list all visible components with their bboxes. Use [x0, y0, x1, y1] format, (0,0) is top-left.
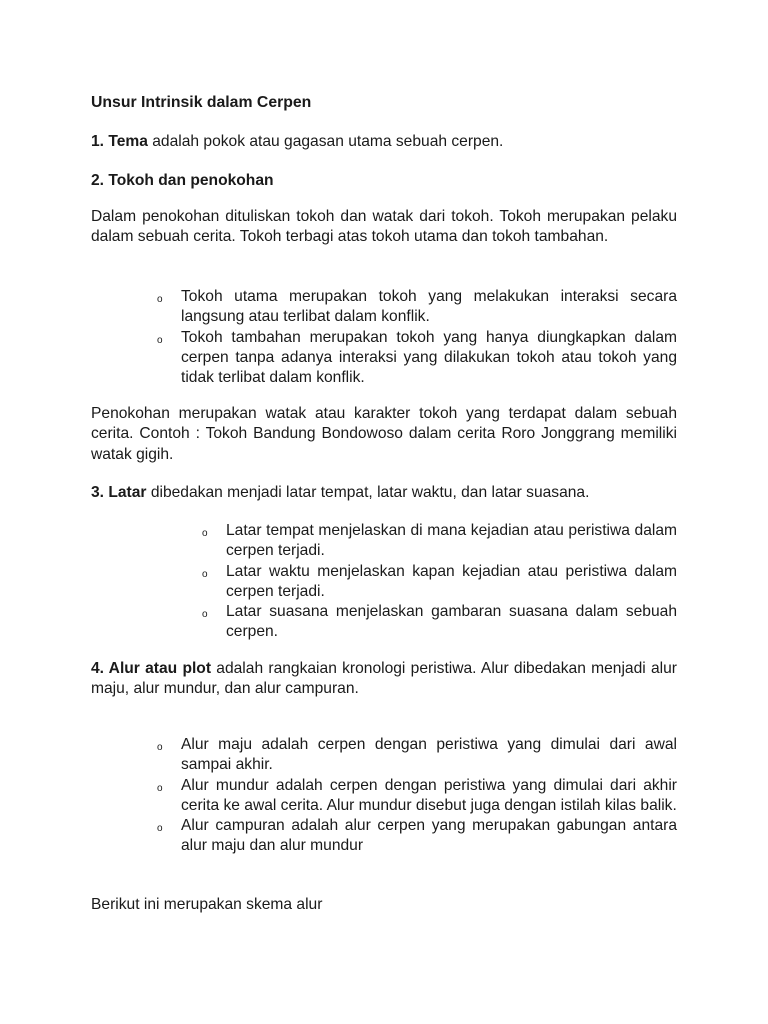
document-title: Unsur Intrinsik dalam Cerpen — [91, 94, 312, 111]
latar-text: dibedakan menjadi latar tempat, latar waktu, dan latar suasana. — [146, 484, 590, 501]
tokoh-heading: 2. Tokoh dan penokohan — [91, 172, 274, 189]
list-item — [157, 816, 677, 857]
latar-lead: 3. Latar — [91, 484, 147, 501]
tema-lead: 1. Tema — [91, 133, 148, 150]
tema-text: adalah pokok atau gagasan utama sebuah cerpen. — [147, 133, 504, 150]
list-item-text: Latar waktu menjelaskan kapan kejadian atau peristiwa dalam cerpen terjadi. — [226, 562, 677, 600]
list-item-text: Alur mundur adalah cerpen dengan peristiwa yang dimulai dari akhir cerita ke awal cerita. Alur mundur disebut juga dengan istilah kilas balik. — [181, 776, 677, 814]
list-item — [202, 562, 677, 603]
bullet-icon: o — [157, 334, 163, 346]
alur-paragraph — [91, 659, 677, 700]
bullet-icon: o — [202, 609, 208, 621]
list-item-text: Alur maju adalah cerpen dengan peristiwa yang dimulai dari awal sampai akhir. — [181, 736, 677, 774]
list-item — [157, 287, 677, 328]
list-item-text: Latar tempat menjelaskan di mana kejadian atau peristiwa dalam cerpen terjadi. — [226, 522, 677, 560]
latar-paragraph — [91, 483, 677, 503]
list-item — [202, 602, 677, 643]
list-item-text: Alur campuran adalah alur cerpen yang merupakan gabungan antara alur maju dan alur mundur — [181, 817, 677, 855]
bullet-icon: o — [157, 782, 163, 794]
list-item-text: Tokoh tambahan merupakan tokoh yang hanya diungkapkan dalam cerpen tanpa adanya interaksi yang dilakukan tokoh atau tokoh yang tidak terlibat dalam konflik. — [181, 328, 677, 387]
list-item-text: Latar suasana menjelaskan gambaran suasana dalam sebuah cerpen. — [226, 603, 677, 641]
bullet-icon: o — [157, 294, 163, 305]
skema-paragraph: Berikut ini merupakan skema alur — [91, 896, 323, 913]
alur-text: adalah rangkaian kronologi peristiwa. Alur dibedakan menjadi alur maju, alur mundur, dan alur campuran. — [91, 660, 677, 698]
list-item — [157, 735, 677, 776]
list-item — [157, 328, 677, 389]
latar-bullet-list — [202, 521, 677, 643]
bullet-icon: o — [157, 742, 163, 753]
bullet-icon: o — [157, 823, 163, 835]
tokoh-bullet-list — [157, 287, 677, 388]
bullet-icon: o — [202, 568, 208, 580]
penokohan-paragraph: Penokohan merupakan watak atau karakter tokoh yang terdapat dalam sebuah cerita. Contoh : Tokoh Bandung Bondowoso dalam cerita Roro Jonggrang memiliki watak gigih. — [91, 405, 677, 463]
list-item — [157, 776, 677, 817]
tokoh-intro-paragraph: Dalam penokohan dituliskan tokoh dan watak dari tokoh. Tokoh merupakan pelaku dalam sebuah cerita. Tokoh terbagi atas tokoh utama dan tokoh tambahan. — [91, 208, 677, 246]
bullet-icon: o — [202, 528, 208, 539]
tema-paragraph — [91, 132, 677, 152]
list-item — [202, 521, 677, 562]
alur-bullet-list — [157, 735, 677, 857]
alur-lead: 4. Alur atau plot — [91, 660, 212, 677]
list-item-text: Tokoh utama merupakan tokoh yang melakukan interaksi secara langsung atau terlibat dalam konflik. — [181, 288, 677, 326]
